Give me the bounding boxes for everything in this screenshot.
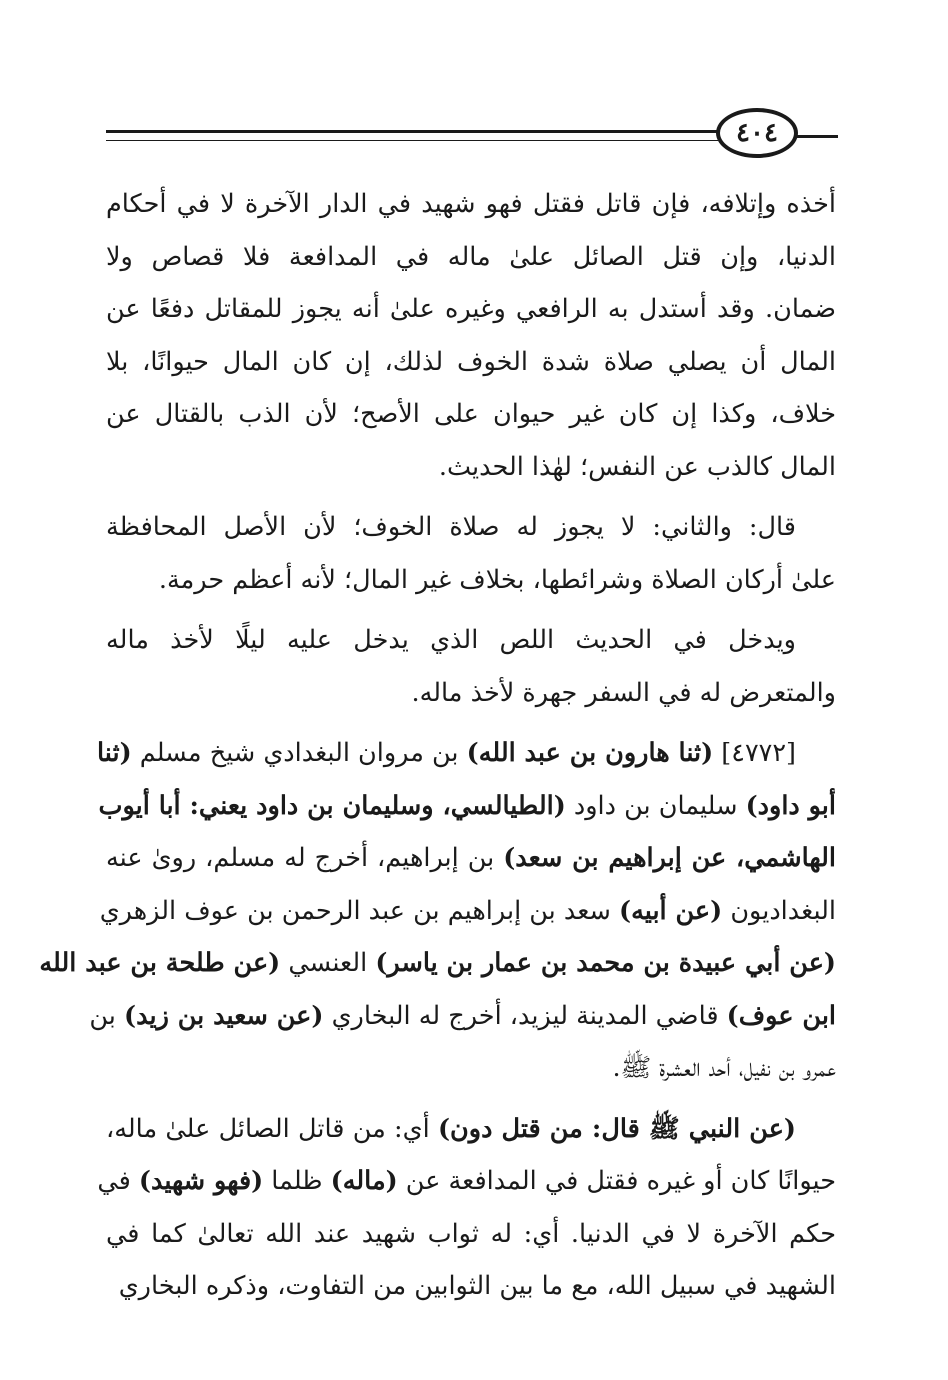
text-line: البغداديون (عن أبيه) سعد بن إبراهيم بن عبد الرحمن بن عوف الزهري xyxy=(99,895,836,926)
paragraph xyxy=(39,727,836,1095)
text-line: حيوانًا كان أو غيره فقتل في المدافعة عن (ماله) ظلما (فهو شهيد) في xyxy=(97,1166,836,1196)
header-rule-thin xyxy=(106,140,718,141)
paragraph xyxy=(106,178,836,493)
text-line: خلاف، وكذا إن كان غير حيوان على الأصح؛ لأن الذب بالقتال عن xyxy=(106,399,836,429)
paragraph xyxy=(106,614,836,719)
paragraph xyxy=(106,501,836,606)
text-line: الدنيا، وإن قتل الصائل علىٰ ماله في المدافعة فلا قصاص ولا xyxy=(106,241,836,272)
header-rule-right xyxy=(796,135,838,138)
text-line: ويدخل في الحديث اللص الذي يدخل عليه ليلًا لأخذ ماله xyxy=(106,625,796,655)
text-line: ضمان. وقد أستدل به الرافعي وغيره علىٰ أنه يجوز للمقاتل دفعًا عن xyxy=(106,294,836,324)
page-body xyxy=(39,178,836,1321)
text-line: الهاشمي، عن إبراهيم بن سعد) بن إبراهيم، أخرج له مسلم، روىٰ عنه xyxy=(106,843,836,873)
paragraph xyxy=(97,1103,836,1313)
text-line: ابن عوف) قاضي المدينة ليزيد، أخرج له البخاري (عن سعيد بن زيد) بن xyxy=(89,1000,836,1031)
text-line: [٤٧٧٢] (ثنا هارون بن عبد الله) بن مروان البغدادي شيخ مسلم (ثنا xyxy=(97,738,796,768)
text-line: أخذه وإتلافه، فإن قاتل فقتل فهو شهيد في الدار الآخرة لا في أحكام xyxy=(106,189,836,219)
text-line: عمرو بن نفيل، أحد العشرة ﷺ. xyxy=(612,1053,836,1083)
text-line: المال كالذب عن النفس؛ لهٰذا الحديث. xyxy=(438,451,836,482)
text-line: قال: والثاني: لا يجوز له صلاة الخوف؛ لأن الأصل المحافظة xyxy=(106,512,796,542)
text-line: أبو داود) سليمان بن داود (الطيالسي، وسليمان بن داود يعني: أبا أيوب xyxy=(98,790,836,821)
text-line: والمتعرض له في السفر جهرة لأخذ ماله. xyxy=(411,677,836,708)
text-line: المال أن يصلي صلاة شدة الخوف لذلك، إن كان المال حيوانًا، بلا xyxy=(106,346,836,377)
header-rule-thick xyxy=(106,130,718,133)
text-line: (عن النبي ﷺ قال: من قتل دون) أي: من قاتل الصائل علىٰ ماله، xyxy=(106,1113,796,1144)
text-line: الشهيد في سبيل الله، مع ما بين الثوابين من التفاوت، وذكره البخاري xyxy=(118,1271,836,1301)
text-line: حكم الآخرة لا في الدنيا. أي: له ثواب شهيد عند الله تعالىٰ كما في xyxy=(106,1218,836,1249)
text-line: (عن أبي عبيدة بن محمد بن عمار بن ياسر) العنسي (عن طلحة بن عبد الله xyxy=(39,948,836,978)
text-line: علىٰ أركان الصلاة وشرائطها، بخلاف غير المال؛ لأنه أعظم حرمة. xyxy=(158,564,836,595)
page-header xyxy=(106,108,838,158)
page-number-badge xyxy=(716,108,798,158)
page-number: ٤٠٤ xyxy=(736,118,778,148)
